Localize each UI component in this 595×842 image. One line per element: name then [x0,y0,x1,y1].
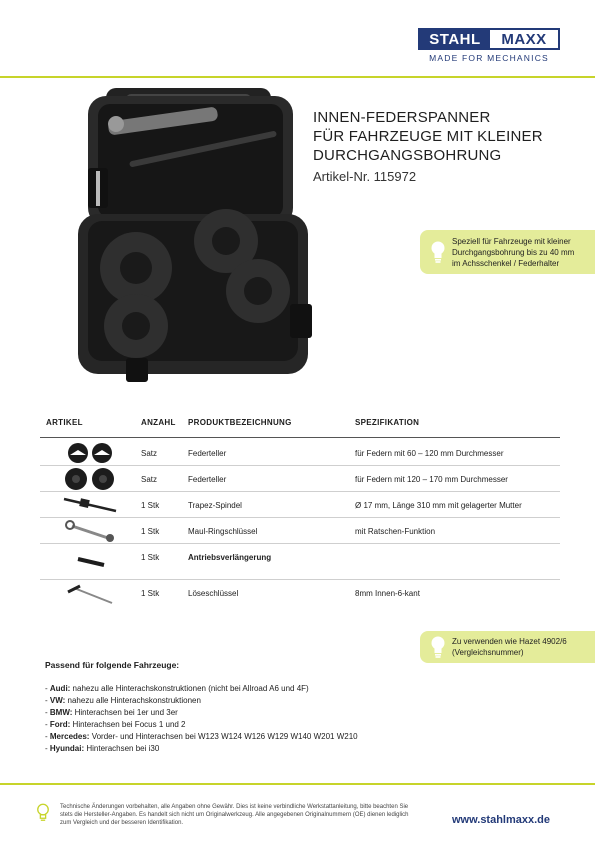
info-box-comparison [420,631,595,663]
vehicle-make: BMW: [49,708,73,717]
table-row [40,544,560,580]
vehicle-make: Hyundai: [49,744,85,753]
compatible-vehicles [45,660,425,755]
vehicle-detail: nahezu alle Hinterachskonstruktionen [65,696,201,705]
disclaimer-line: stets die Hersteller-Angaben. Es handelt sich nicht um Originalwerkzeug. Alle angegebenen Originalnummern (OE) dienen lediglich [60,812,409,818]
disclaimer-line: zum Vergleich und der besseren Identifikation. [60,820,184,826]
disclaimer-line: Technische Änderungen vorbehalten, alle Angaben ohne Gewähr. Dies ist keine verbindliche Werkstattanleitung, bitte beachten Sie [60,804,409,810]
vehicle-detail: nahezu alle Hinterachskonstruktionen (nicht bei Allroad A6 und 4F) [70,684,309,693]
cell-anzahl: Satz [141,475,158,484]
vehicle-make: Mercedes: [49,732,90,741]
column-header-artikel: ARTIKEL [46,418,83,427]
column-header-produkt: PRODUKTBEZEICHNUNG [188,418,292,427]
logo-wordmark [418,28,560,50]
table-header-divider [40,437,560,438]
cell-anzahl: 1 Stk [141,527,160,536]
list-item: - Hyundai: Hinterachsen bei i30 [45,744,160,753]
cell-anzahl: 1 Stk [141,501,160,510]
ratchet-wrench-image [56,519,122,543]
product-case-image [68,86,313,386]
info-text-line: Zu verwenden wie Hazet 4902/6 [452,637,567,646]
info-box-special-use [420,230,595,274]
vehicle-make: Audi: [49,684,71,693]
table-row [40,440,560,466]
article-number: Artikel-Nr. 115972 [313,169,417,184]
product-title-line: INNEN-FEDERSPANNER [313,109,491,126]
list-item: - BMW: Hinterachsen bei 1er und 3er [45,708,178,717]
website-link[interactable]: www.stahlmaxx.de [452,814,551,826]
cell-spezifikation: für Federn mit 60 – 120 mm Durchmesser [355,449,504,458]
info-text-line: (Vergleichsnummer) [452,648,524,657]
cell-spezifikation: für Federn mit 120 – 170 mm Durchmesser [355,475,508,484]
table-row [40,580,560,610]
header-divider [0,76,595,78]
vehicle-make: VW: [49,696,66,705]
brand-logo [418,28,560,63]
cell-spezifikation: 8mm Innen-6-kant [355,589,420,598]
footer-divider [0,783,595,785]
small-spring-plates-image [56,441,122,465]
lightbulb-icon [430,241,446,263]
product-title-block [313,108,583,184]
logo-right-text: MAXX [501,30,547,48]
cell-spezifikation: Ø 17 mm, Länge 310 mm mit gelagerter Mutter [355,501,522,510]
lightbulb-icon [430,636,446,658]
table-row [40,518,560,544]
cell-produkt: Trapez-Spindel [188,501,242,510]
column-header-spezifikation: SPEZIFIKATION [355,418,420,427]
large-spring-plates-image [56,467,122,491]
list-item: - VW: nahezu alle Hinterachskonstruktionen [45,696,201,705]
cell-produkt: Federteller [188,449,227,458]
info-text-line: Durchgangsbohrung bis zu 40 mm [452,247,575,257]
vehicle-make: Ford: [49,720,71,729]
lightbulb-icon [36,803,50,823]
vehicle-detail: Hinterachsen bei Focus 1 und 2 [70,720,186,729]
list-item: - Mercedes: Vorder- und Hinterachsen bei W123 W124 W126 W129 W140 W201 W210 [45,732,358,741]
cell-produkt: Antriebsverlängerung [188,553,272,562]
cell-anzahl: 1 Stk [141,553,160,562]
info-text-line: Speziell für Fahrzeuge mit kleiner [452,236,571,246]
footer-disclaimer [60,803,410,827]
vehicle-detail: Hinterachsen bei i30 [84,744,160,753]
trapezoid-spindle-image [56,493,122,517]
compatible-vehicles-title: Passend für folgende Fahrzeuge: [45,660,180,670]
cell-anzahl: Satz [141,449,158,458]
cell-produkt: Maul-Ringschlüssel [188,527,258,536]
cell-anzahl: 1 Stk [141,589,160,598]
product-title-line: DURCHGANGSBOHRUNG [313,147,502,164]
extension-bar-image [56,550,122,574]
vehicle-detail: Vorder- und Hinterachsen bei W123 W124 W126 W129 W140 W201 W210 [89,732,358,741]
logo-left-text: STAHL [420,30,490,48]
table-row [40,466,560,492]
list-item: - Audi: nahezu alle Hinterachskonstruktionen (nicht bei Allroad A6 und 4F) [45,684,309,693]
column-header-anzahl: ANZAHL [141,418,176,427]
cell-produkt: Löseschlüssel [188,589,239,598]
list-item: - Ford: Hinterachsen bei Focus 1 und 2 [45,720,186,729]
table-row [40,492,560,518]
logo-tagline: MADE FOR MECHANICS [429,53,549,63]
vehicle-detail: Hinterachsen bei 1er und 3er [72,708,178,717]
product-title-line: FÜR FAHRZEUGE MIT KLEINER [313,128,543,145]
cell-spezifikation: mit Ratschen-Funktion [355,527,436,536]
t-handle-key-image [56,583,122,607]
cell-produkt: Federteller [188,475,227,484]
info-text-line: im Achsschenkel / Federhalter [452,258,560,268]
